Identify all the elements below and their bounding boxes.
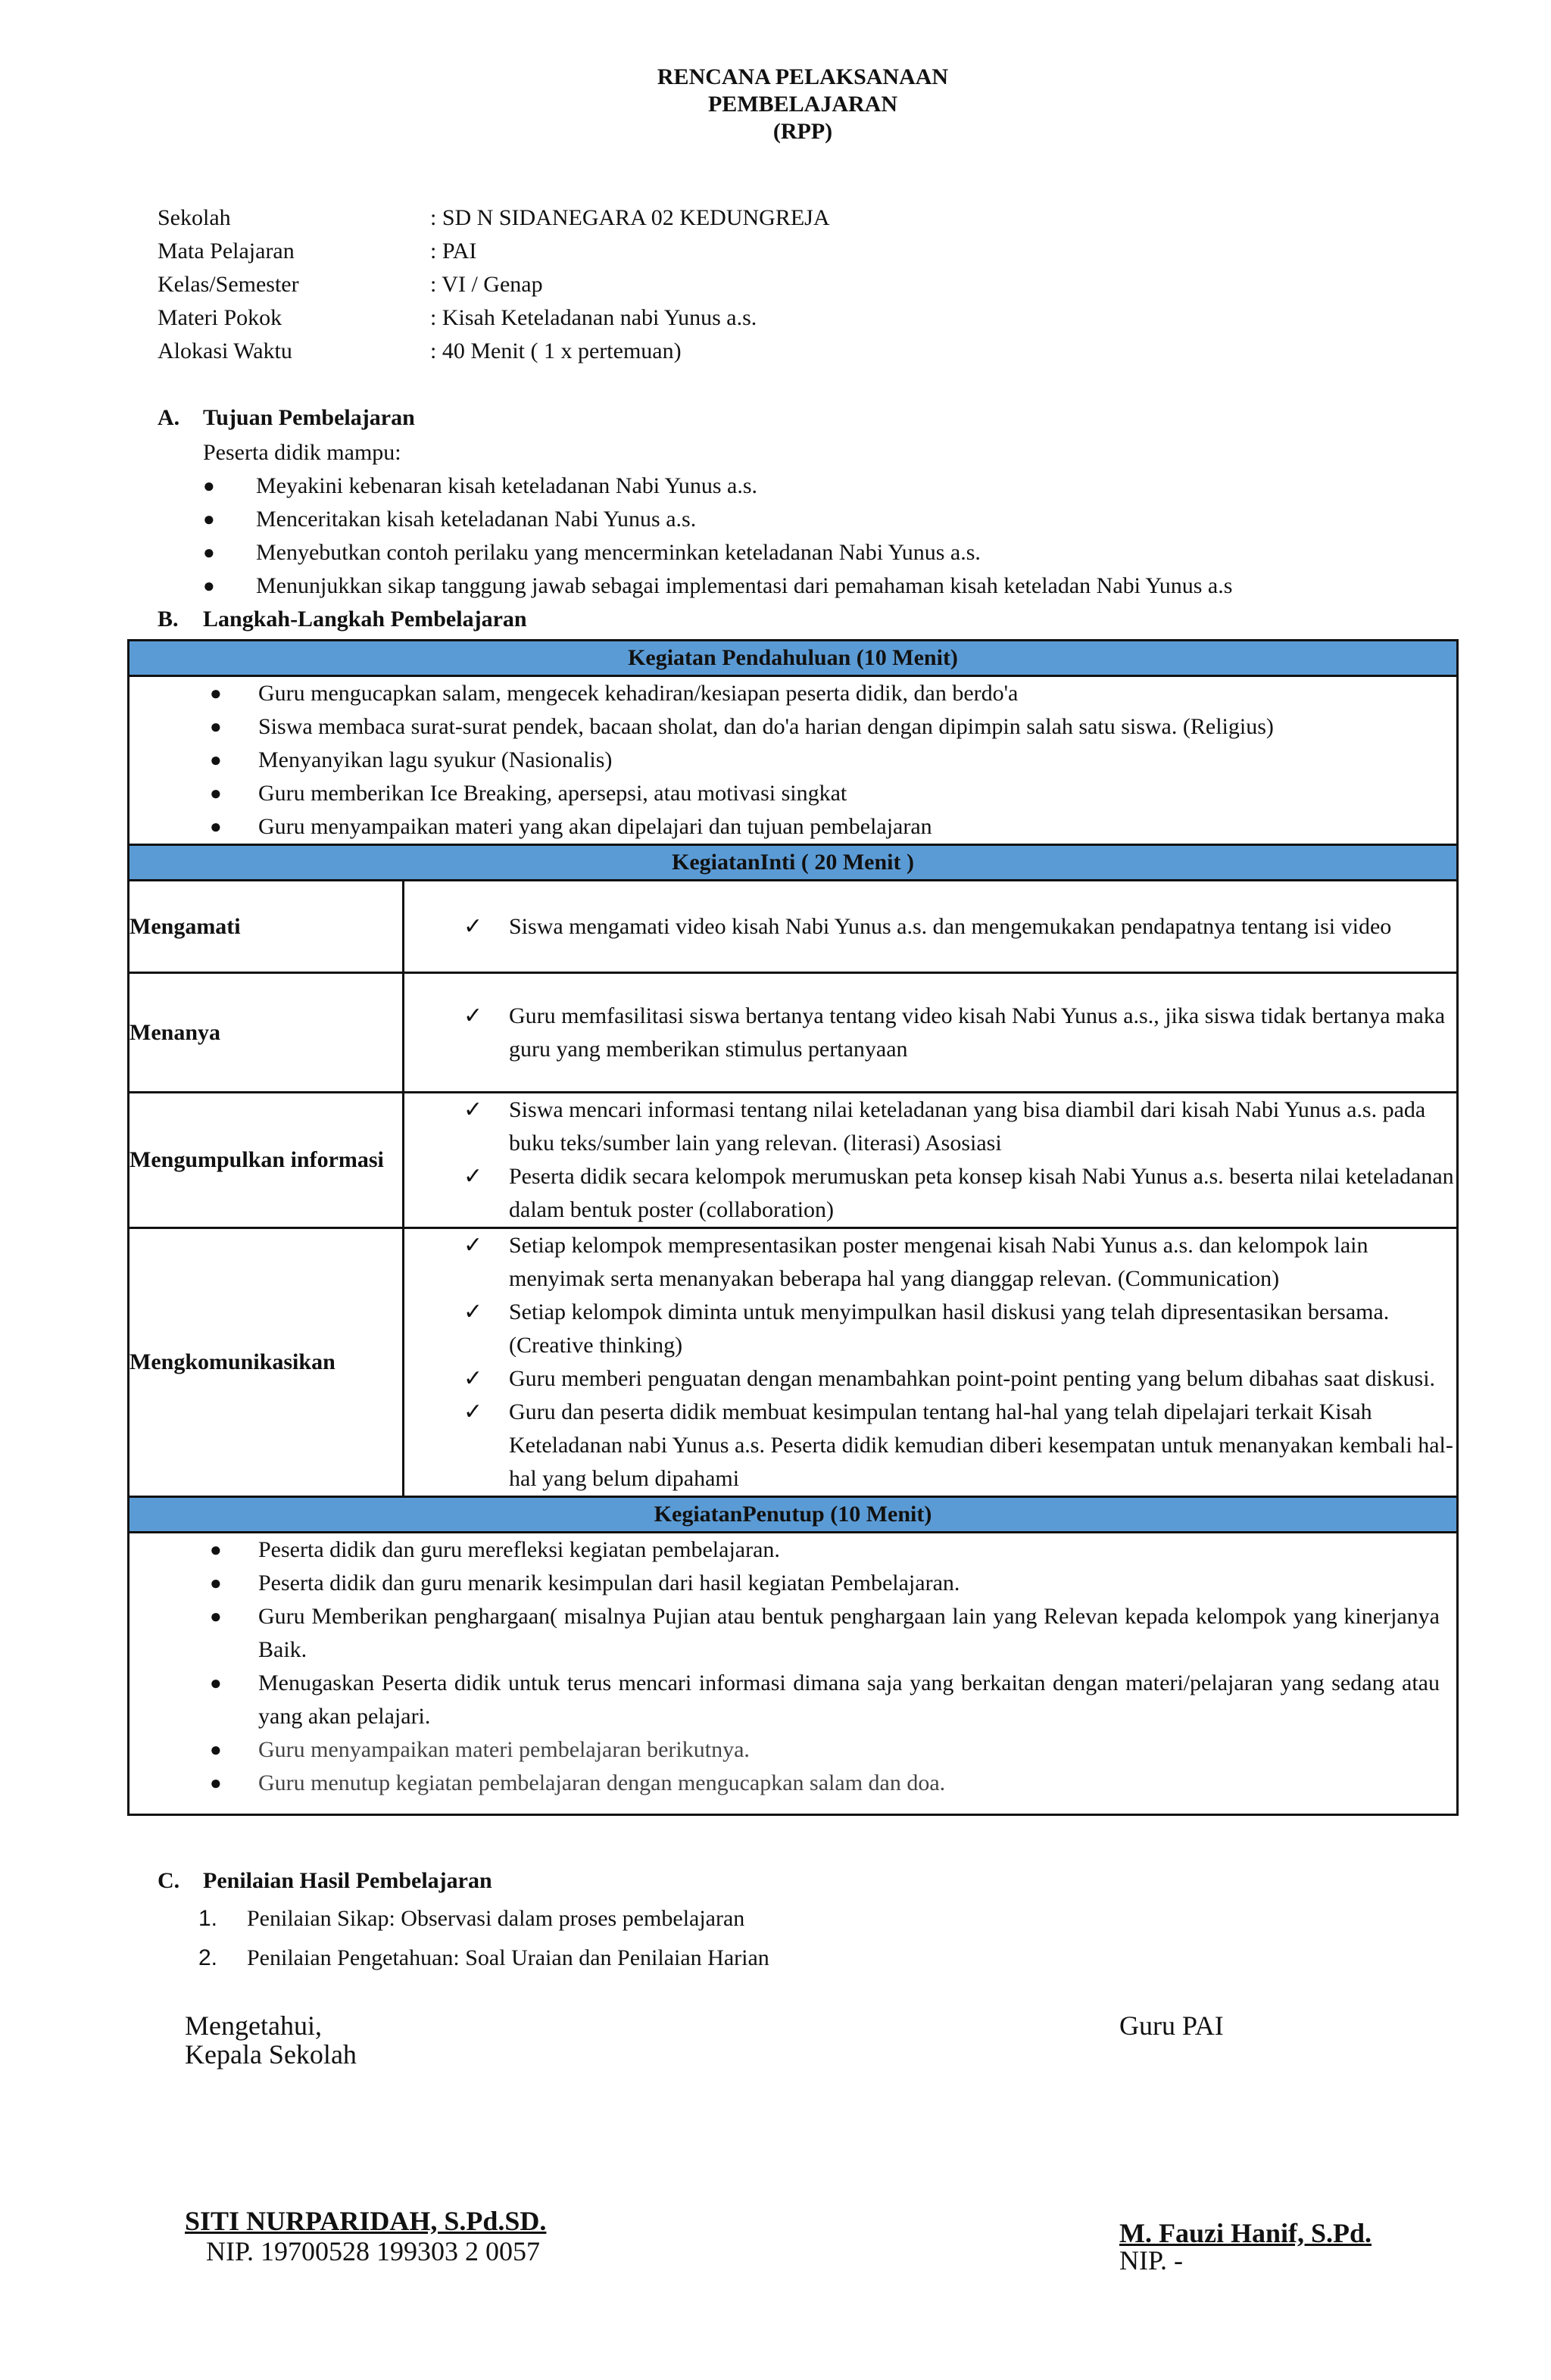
list-item	[130, 810, 1456, 844]
checkmark-icon: ✓	[463, 1163, 483, 1190]
checkmark-icon: ✓	[463, 1232, 483, 1259]
table-row	[129, 1228, 1458, 1497]
identity-label: Kelas/Semester	[158, 272, 299, 297]
title-line-1: RENCANA PELAKSANAAN	[657, 64, 949, 89]
section-title: Penilaian Hasil Pembelajaran	[203, 1868, 492, 1893]
bullet-icon: ●	[203, 508, 215, 530]
check-item-text: Guru memberi penguatan dengan menambahkan point-point penting yang belum dibahas saat diskusi.	[509, 1366, 1436, 1391]
section-a-intro: Peserta didik mampu:	[203, 440, 401, 465]
section-letter: C.	[158, 1868, 180, 1893]
activity-checklist	[404, 1093, 1458, 1228]
penutup-header: KegiatanPenutup (10 Menit)	[129, 1497, 1458, 1533]
pendahuluan-list	[129, 676, 1458, 845]
list-item	[130, 1733, 1456, 1767]
teacher-nip: NIP. -	[1119, 2245, 1184, 2276]
bullet-icon: ●	[210, 749, 222, 771]
list-item-text: Menugaskan Peserta didik untuk terus mencari informasi dimana saja yang berkaitan dengan materi/pelajaran yang sedang atau yang akan pelajari.	[258, 1670, 1440, 1729]
activity-name: Mengumpulkan informasi	[129, 1093, 404, 1228]
check-item	[404, 910, 1456, 944]
table-row	[129, 881, 1458, 973]
penutup-list	[129, 1533, 1458, 1815]
list-item-text: Peserta didik dan guru menarik kesimpulan dari hasil kegiatan Pembelajaran.	[258, 1571, 960, 1596]
list-item-text: Menyebutkan contoh perilaku yang mencerminkan keteladanan Nabi Yunus a.s.	[256, 540, 981, 565]
section-letter: B.	[158, 607, 179, 632]
checkmark-icon: ✓	[463, 1365, 483, 1392]
check-item	[404, 1362, 1456, 1396]
section-title: Tujuan Pembelajaran	[203, 405, 415, 430]
checkmark-icon: ✓	[463, 1002, 483, 1029]
table-row	[129, 676, 1458, 845]
section-letter: A.	[158, 405, 180, 430]
title-line-2: PEMBELAJARAN	[707, 92, 897, 117]
check-item	[404, 1093, 1456, 1160]
list-item-text: Menyanyikan lagu syukur (Nasionalis)	[258, 747, 613, 772]
list-number: 2.	[198, 1945, 218, 1970]
list-item	[130, 1767, 1456, 1800]
checkmark-icon: ✓	[463, 912, 483, 940]
table-row	[129, 1093, 1458, 1228]
list-item-text: Guru menyampaikan materi yang akan dipelajari dan tujuan pembelajaran	[258, 814, 932, 839]
identity-value: : Kisah Keteladanan nabi Yunus a.s.	[430, 305, 757, 330]
check-item-text: Peserta didik secara kelompok merumuskan peta konsep kisah Nabi Yunus a.s. beserta nilai keteladanan dalam bentuk poster (collaboration)	[509, 1164, 1454, 1222]
list-item-text: Guru mengucapkan salam, mengecek kehadiran/kesiapan peserta didik, dan berdo'a	[258, 681, 1019, 706]
activity-name: Menanya	[129, 973, 404, 1093]
bullet-icon: ●	[210, 1539, 222, 1561]
list-item-text: Guru menyampaikan materi pembelajaran berikutnya.	[258, 1737, 750, 1762]
identity-label: Alokasi Waktu	[158, 338, 292, 363]
pendahuluan-header: Kegiatan Pendahuluan (10 Menit)	[129, 641, 1458, 676]
identity-label: Mata Pelajaran	[158, 239, 295, 264]
list-item-text: Meyakini kebenaran kisah keteladanan Nabi Yunus a.s.	[256, 473, 758, 498]
list-item	[130, 710, 1456, 744]
bullet-icon: ●	[203, 475, 215, 497]
bullet-icon: ●	[210, 782, 222, 804]
list-item-text: Menunjukkan sikap tanggung jawab sebagai implementasi dari pemahaman kisah keteladan Nabi Yunus a.s	[256, 573, 1233, 598]
bullet-icon: ●	[210, 1739, 222, 1761]
title-line-3: (RPP)	[772, 119, 833, 144]
activity-checklist	[404, 973, 1458, 1093]
inti-header: KegiatanInti ( 20 Menit )	[129, 845, 1458, 881]
list-item	[130, 1533, 1456, 1567]
signature-left-line2: Kepala Sekolah	[185, 2039, 357, 2070]
activity-checklist	[404, 881, 1458, 973]
identity-value: : 40 Menit ( 1 x pertemuan)	[430, 338, 682, 363]
list-item-text: Penilaian Pengetahuan: Soal Uraian dan Penilaian Harian	[247, 1945, 769, 1970]
checkmark-icon: ✓	[463, 1399, 483, 1425]
list-item	[130, 1567, 1456, 1600]
bullet-icon: ●	[210, 1672, 222, 1694]
list-item	[130, 777, 1456, 810]
check-item-text: Guru dan peserta didik membuat kesimpulan tentang hal-hal yang telah dipelajari terkait Kisah Keteladanan nabi Yunus a.s. Peserta didik kemudian diberi kesempatan untuk menanyakan kembali hal-hal yang belum dipahami	[509, 1399, 1453, 1491]
check-item-text: Setiap kelompok mempresentasikan poster mengenai kisah Nabi Yunus a.s. dan kelompok lain menyimak serta menanyakan beberapa hal yang dianggap relevan. (Communication)	[509, 1233, 1368, 1291]
check-item	[404, 1229, 1456, 1296]
list-item-text: Siswa membaca surat-surat pendek, bacaan sholat, dan do'a harian dengan dipimpin salah satu siswa. (Religius)	[258, 714, 1274, 739]
check-item-text: Siswa mengamati video kisah Nabi Yunus a.s. dan mengemukakan pendapatnya tentang isi video	[509, 913, 1392, 939]
bullet-icon: ●	[210, 682, 222, 704]
signature-right	[1119, 2011, 1224, 2040]
checkmark-icon: ✓	[463, 1096, 483, 1123]
list-item-text: Guru memberikan Ice Breaking, apersepsi, atau motivasi singkat	[258, 781, 847, 806]
check-item	[404, 1160, 1456, 1227]
check-item	[404, 1000, 1456, 1066]
principal-name: SITI NURPARIDAH, S.Pd.SD.	[185, 2206, 547, 2236]
bullet-icon: ●	[203, 575, 215, 597]
signature-right-line1: Guru PAI	[1119, 2010, 1224, 2041]
bullet-icon: ●	[210, 1605, 222, 1627]
table-row	[129, 1533, 1458, 1815]
bullet-icon: ●	[210, 1772, 222, 1794]
activity-checklist	[404, 1228, 1458, 1497]
identity-label: Sekolah	[158, 205, 231, 230]
table-row	[129, 973, 1458, 1093]
section-a-heading	[158, 401, 415, 435]
section-c-heading	[158, 1864, 492, 1898]
bullet-icon: ●	[210, 716, 222, 738]
activity-name: Mengkomunikasikan	[129, 1228, 404, 1497]
table-row	[129, 641, 1458, 676]
check-item-text: Guru memfasilitasi siswa bertanya tentang video kisah Nabi Yunus a.s., jika siswa tidak bertanya maka guru yang memberikan stimulus pertanyaan	[509, 1003, 1446, 1062]
check-item	[404, 1296, 1456, 1362]
document-title	[0, 64, 1551, 145]
check-item	[404, 1396, 1456, 1496]
bullet-icon: ●	[203, 541, 215, 563]
list-item-text: Guru menutup kegiatan pembelajaran dengan mengucapkan salam dan doa.	[258, 1770, 946, 1795]
teacher-name: M. Fauzi Hanif, S.Pd.	[1119, 2218, 1372, 2248]
list-item	[130, 677, 1456, 710]
list-item-text: Menceritakan kisah keteladanan Nabi Yunus a.s.	[256, 507, 697, 532]
identity-value: : PAI	[430, 239, 477, 264]
identity-value: : VI / Genap	[430, 272, 543, 297]
section-title: Langkah-Langkah Pembelajaran	[203, 607, 527, 632]
signature-left	[185, 2011, 357, 2069]
list-item	[130, 1600, 1456, 1667]
table-row	[129, 1497, 1458, 1533]
learning-steps-table	[127, 639, 1459, 1816]
list-number: 1.	[198, 1906, 218, 1931]
list-item	[130, 744, 1456, 777]
table-row	[129, 845, 1458, 881]
signature-left-line1: Mengetahui,	[185, 2010, 322, 2041]
bullet-icon: ●	[210, 816, 222, 838]
identity-label: Materi Pokok	[158, 305, 282, 330]
check-item-text: Setiap kelompok diminta untuk menyimpulkan hasil diskusi yang telah dipresentasikan bersama. (Creative thinking)	[509, 1299, 1390, 1358]
identity-value: : SD N SIDANEGARA 02 KEDUNGREJA	[430, 205, 830, 230]
bullet-icon: ●	[210, 1572, 222, 1594]
list-item	[130, 1667, 1456, 1733]
section-b-heading	[158, 603, 527, 636]
check-item-text: Siswa mencari informasi tentang nilai keteladanan yang bisa diambil dari kisah Nabi Yunus a.s. pada buku teks/sumber lain yang relevan. (literasi) Asosiasi	[509, 1097, 1426, 1156]
list-item-text: Guru Memberikan penghargaan( misalnya Pujian atau bentuk penghargaan lain yang Relevan kepada kelompok yang kinerjanya Baik.	[258, 1604, 1440, 1662]
activity-name: Mengamati	[129, 881, 404, 973]
checkmark-icon: ✓	[463, 1299, 483, 1325]
list-item-text: Penilaian Sikap: Observasi dalam proses pembelajaran	[247, 1906, 745, 1931]
principal-nip: NIP. 19700528 199303 2 0057	[206, 2236, 541, 2266]
list-item-text: Peserta didik dan guru merefleksi kegiatan pembelajaran.	[258, 1537, 780, 1562]
